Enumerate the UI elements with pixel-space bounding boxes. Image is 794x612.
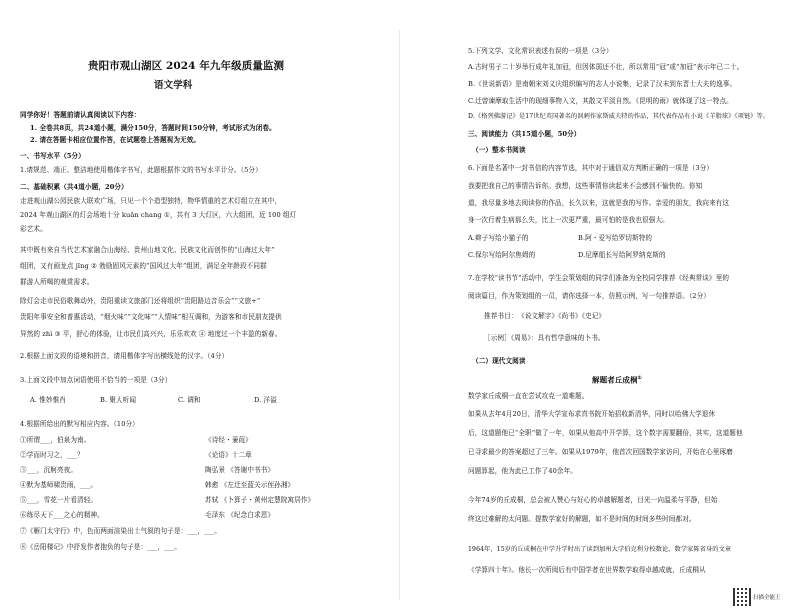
- passage-line: 除灯会走市民俗歌舞动外，贵阳重读文旅部门还将组织“贵阳路边音乐会”“文旅+”: [20, 297, 261, 305]
- article-line: 后，这道题他已“全职”做了一年，如果从他高中开学算，这个数字需要翻倍，其实，这道题他: [468, 429, 743, 437]
- question-6: 6.下面是名著中一封书信的内容节选，其中对于通信双方判断正确的一项是（3分）: [468, 164, 714, 172]
- option-c: C.迁曾谏摩取生活中的现细事物入文，其散文平淡自然。《昆明的雨》就体现了这一特点。: [468, 97, 733, 105]
- question-4: 4.根据所给出的默写相应内容。（10分）: [20, 420, 139, 428]
- scanner-watermark: 扫描全能王: [753, 595, 781, 601]
- option-c: C. 调和: [178, 396, 201, 404]
- option-c: C.保尔写给阿尔焦姆的: [468, 251, 536, 259]
- right-column: [400, 0, 794, 612]
- question-3: 3.上面文段中加点词语使用不恰当的一项是（3分）: [20, 376, 172, 384]
- passage-line: 异然的 zhì ③ 平，舒心的体验，让市民们高兴兴，乐乐欢欢 ④ 地度过一个丰盈的新春。: [20, 330, 282, 338]
- exam-title: 贵阳市观山湖区 2024 年九年级质量监测: [88, 60, 285, 72]
- passage-line: 2024 年观山湖区的灯会场地十分 kuǎn chang ①，共有 3 大灯区，六大组团，近 100 组灯: [20, 211, 297, 219]
- qr-code-pattern: [735, 590, 749, 604]
- section-heading-basics: 二、基础积累（共4道小题，20分）: [20, 183, 128, 191]
- option-b: B.阿・爱写给罗切斯特的: [578, 234, 653, 242]
- article-title: 解题者丘成桐①: [592, 375, 642, 385]
- question-2: 2.根据上面文段的语境和拼音，请用楷体字写出横线处的汉字。（4分）: [20, 352, 229, 360]
- option-a: A.古时男子二十岁举行成年礼加冠，但因体弱还不壮，所以常用“冠”或“加冠”表示年已二十。: [468, 63, 744, 71]
- question-1: 1.请规范、端正、整洁地使用楷体字书写，此题根据作文的书写水平计分。（5分）: [20, 166, 262, 174]
- article-line: 1964年，15岁的丘成桐在中学升学时出了读到加州大学伯克利分校数论、数学家陈省身的文章: [468, 546, 732, 553]
- article-line: 已寻求最少的答案超过了三年。如果从1979年，他首次回国数学家访问，开始在心里琢磨: [468, 448, 733, 456]
- letter-line: 我要把我自己的事情告诉你。我想，这些事情你读起来不会感到不愉快的。你知: [468, 182, 703, 190]
- notice-item-2: 2. 请在答题卡相应位置作答，在试题卷上答题视为无效。: [30, 136, 201, 144]
- exam-subject: 语文学科: [154, 80, 193, 91]
- section-heading-reading: 三、阅读能力（共15道小题，50分）: [468, 130, 581, 138]
- books-list: 《说文解字》《尚书》《史记》: [518, 312, 606, 320]
- letter-line: 身一次行着生病那么失，比上一次更严重，最可怕的是我也很强大。: [468, 216, 669, 224]
- question-5: 5.下列文学、文化常识表述有误的一项是（3分）: [468, 47, 613, 55]
- poem-line: ①所谓___，伯泉为南。: [20, 436, 91, 444]
- article-line: 如果从去年4月20日，清华大学宣布求真书院开始招收新清华，同时以哈佛大学退休: [468, 410, 716, 418]
- poem-source: 韩愈 《左迁至蓝关示侄孙湘》: [205, 481, 295, 489]
- option-b: B. 聚人听闻: [100, 396, 137, 404]
- poem-line: ⑧《岳阳楼记》中抒发作者抱负的句子是：___，___。: [20, 543, 181, 551]
- subsection-heading: （二）现代文阅读: [472, 357, 526, 365]
- poem-line: ⑦《雁门太守行》中，色而两面渲染出士气叙的句子是：___，___。: [20, 527, 222, 535]
- article-line: 终这过难解的太问题。提数学家好的解题，如不是时间的时间多些时间都对。: [468, 515, 696, 523]
- article-line: 今年74岁的丘成桐，总会被人赞心与好心的卓越解题者，目光一向温柔与平静，但始: [468, 496, 718, 504]
- poem-line: ②学而时习之，___？: [20, 451, 84, 459]
- article-line: 数学家丘成桐一直在尝试攻克一道难题。: [468, 392, 589, 400]
- passage-line: 走进观山湖公园民族大联欢广场，只见一个个造型独特，物华情重的艺术灯组立在其中，: [20, 197, 282, 205]
- notice-heading: 同学你好！答题前请认真阅读以下内容：: [20, 111, 141, 119]
- option-d: D.《格列佛游记》是17世纪英国著名的讽刺作家斯威夫特的作品，其代表作品有小说《羊脂球》《项链》等。: [468, 113, 770, 120]
- subsection-heading: （一）整本书阅读: [472, 146, 526, 154]
- option-a: A. 惟妙惟肖: [30, 396, 67, 404]
- passage-line: 群游人所喝的观赏需求。: [20, 278, 94, 286]
- passage-line: 组团，又有画龙点 jīng ② 勃励固风元素的“国风过大年”组团，满足全年龄段不同群: [20, 262, 267, 270]
- option-d: D.尼摩船长写给阿罗纳克斯的: [578, 251, 666, 259]
- passage-line: 贵阳年事安全和普惠活动，“烟火味”“文化味”“人情味”相互调和，为游客和市民朋友提供: [20, 313, 282, 321]
- option-a: A.辫子写给小猫子的: [468, 234, 529, 242]
- passage-line: 其中既有来自当代艺术家融合山海经、贵州山地文化、民族文化而创作的“山海过大年”: [20, 246, 275, 254]
- poem-source: 《论语》十二章: [205, 451, 252, 459]
- option-d: D. 洋溢: [254, 396, 277, 404]
- article-line: 《学算四十年》。他长一次所阅后有中国学者在世界数学取得卓越成就，丘成桐从: [468, 566, 706, 574]
- poem-source: 毛泽东 《纪念白求恩》: [205, 511, 275, 519]
- example-text: ［示例］《周易》：具有哲学意味的卜书。: [484, 334, 605, 342]
- passage-line: 彩艺术。: [20, 225, 47, 233]
- books-label: 推荐书目：: [484, 312, 518, 320]
- poem-source: 陶弘景 《答谢中书书》: [205, 466, 275, 474]
- question-7: 7.在学校“读书节”活动中，学生会策划组的同学们准备为全校同学推荐《经典常谈》里的: [468, 274, 730, 282]
- poem-line: ④默为基师啸贵雨，___。: [20, 481, 98, 489]
- poem-source: 《诗经・蒹葭》: [205, 436, 252, 444]
- notice-item-1: 1. 全卷共8页，共24道小题，满分150分，答题时间150分钟，考试形式为闭卷。: [30, 124, 276, 132]
- poem-line: ⑤___，雪花一片看清轻。: [20, 496, 98, 504]
- poem-line: ③___，沉舸亮夜。: [20, 466, 78, 474]
- poem-line: ⑥练尽天下___之心的精神。: [20, 511, 104, 519]
- option-b: B.《世说新语》是南朝宋刘义庆组织编写的志人小说集，记录了汉末到东晋士大夫的逸事。: [468, 80, 737, 88]
- letter-line: 道，我尽量多地去阅读你的作品，长久以来，这就是我的写作。亲爱的朋友，我向来有这: [468, 199, 730, 207]
- poem-source: 苏轼 《卜算子・黄州定慧院寓居作》: [205, 496, 315, 504]
- question-7-cont: 阅读篇目，作为策划组的一员，请你选择一本，仿照示例，写一句推荐语。（2分）: [468, 292, 710, 300]
- article-line: 问题算起，他为此已工作了40余年。: [468, 467, 577, 475]
- section-heading-writing: 一、书写水平（5分）: [20, 152, 85, 160]
